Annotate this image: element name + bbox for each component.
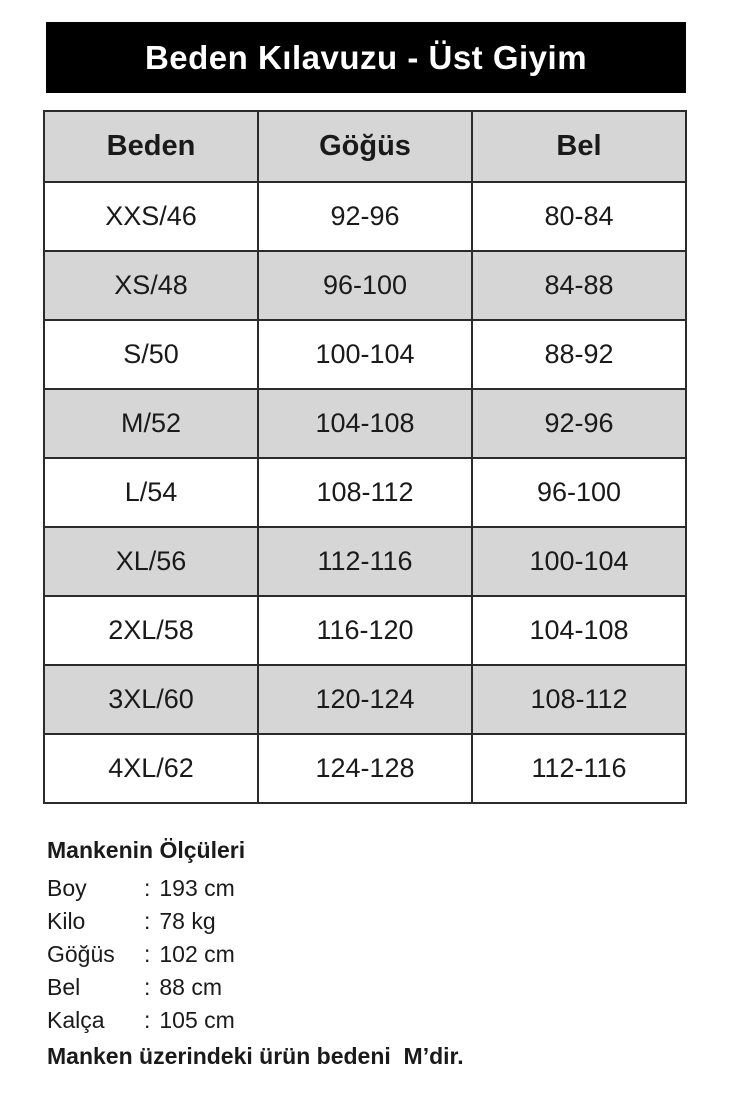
measurement-row — [47, 938, 686, 971]
model-measurements-section — [47, 834, 686, 1073]
measurement-row — [47, 872, 686, 905]
size-cell: M/52 — [44, 389, 258, 458]
measurement-label: Bel — [47, 974, 81, 1000]
measurement-label: Kilo — [47, 908, 86, 934]
table-row — [44, 320, 686, 389]
measurement-row — [47, 1004, 686, 1037]
size-cell: 2XL/58 — [44, 596, 258, 665]
table-header-row — [44, 111, 686, 182]
waist-cell: 112-116 — [472, 734, 686, 803]
measurement-value: 102 cm — [159, 941, 235, 967]
chest-cell: 124-128 — [258, 734, 472, 803]
table-row — [44, 596, 686, 665]
measurement-label: Göğüs — [47, 941, 115, 967]
chest-cell: 116-120 — [258, 596, 472, 665]
waist-cell: 80-84 — [472, 182, 686, 251]
table-row — [44, 665, 686, 734]
measurement-value: 105 cm — [159, 1007, 235, 1033]
measurement-row — [47, 971, 686, 1004]
size-cell: S/50 — [44, 320, 258, 389]
waist-cell: 100-104 — [472, 527, 686, 596]
waist-cell: 84-88 — [472, 251, 686, 320]
measurement-label: Boy — [47, 875, 87, 901]
waist-cell: 104-108 — [472, 596, 686, 665]
measurement-value: 78 kg — [159, 908, 216, 934]
waist-cell: 108-112 — [472, 665, 686, 734]
measurement-separator: : — [144, 974, 151, 1000]
size-cell: 4XL/62 — [44, 734, 258, 803]
table-row — [44, 251, 686, 320]
table-row — [44, 182, 686, 251]
waist-cell: 96-100 — [472, 458, 686, 527]
table-row — [44, 734, 686, 803]
chest-cell: 108-112 — [258, 458, 472, 527]
measurement-separator: : — [144, 908, 151, 934]
column-header-bel: Bel — [472, 111, 686, 182]
waist-cell: 92-96 — [472, 389, 686, 458]
measurement-value: 88 cm — [159, 974, 223, 1000]
measurement-label: Kalça — [47, 1007, 105, 1033]
chest-cell: 100-104 — [258, 320, 472, 389]
column-header-gogus: Göğüs — [258, 111, 472, 182]
size-chart-table — [43, 110, 687, 804]
table-row — [44, 389, 686, 458]
size-cell: XXS/46 — [44, 182, 258, 251]
chest-cell: 120-124 — [258, 665, 472, 734]
waist-cell: 88-92 — [472, 320, 686, 389]
model-size-note: Manken üzerindeki ürün bedeni M’dir. — [47, 1043, 464, 1069]
measurement-separator: : — [144, 941, 151, 967]
page-title: Beden Kılavuzu - Üst Giyim — [144, 38, 588, 76]
column-header-beden: Beden — [44, 111, 258, 182]
size-cell: XL/56 — [44, 527, 258, 596]
size-guide-title-bar — [46, 22, 686, 93]
measurement-row — [47, 905, 686, 938]
chest-cell: 92-96 — [258, 182, 472, 251]
measurement-value: 193 cm — [159, 875, 235, 901]
size-cell: 3XL/60 — [44, 665, 258, 734]
chest-cell: 96-100 — [258, 251, 472, 320]
table-row — [44, 458, 686, 527]
measurement-separator: : — [144, 875, 151, 901]
chest-cell: 104-108 — [258, 389, 472, 458]
model-measurements-heading: Mankenin Ölçüleri — [47, 837, 246, 863]
chest-cell: 112-116 — [258, 527, 472, 596]
size-cell: L/54 — [44, 458, 258, 527]
measurement-separator: : — [144, 1007, 151, 1033]
table-row — [44, 527, 686, 596]
size-cell: XS/48 — [44, 251, 258, 320]
